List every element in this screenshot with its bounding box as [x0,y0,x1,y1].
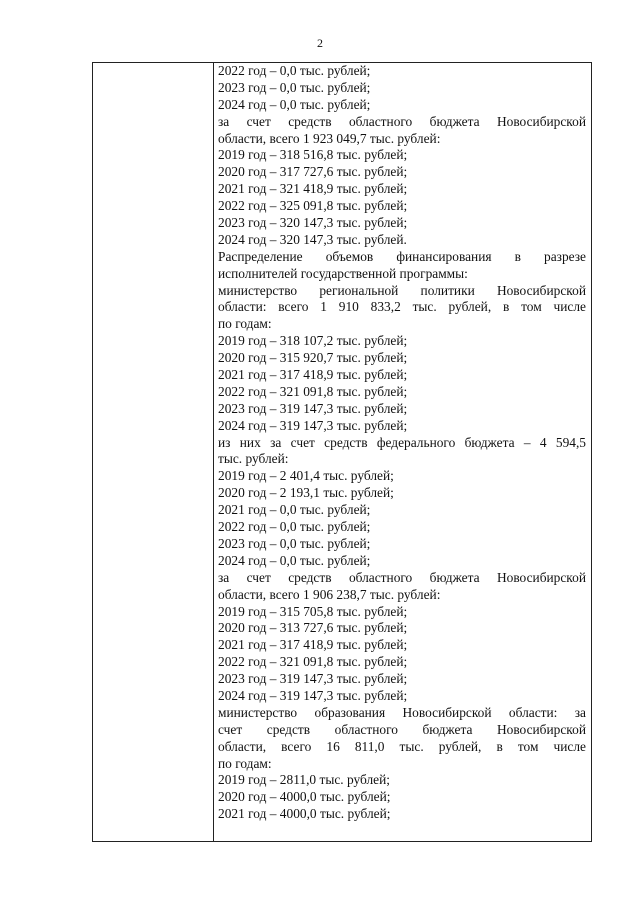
text-line: 2021 год – 317 418,9 тыс. рублей; [218,367,408,383]
text-line: 2024 год – 319 147,3 тыс. рублей; [218,417,408,433]
text-line: 2023 год – 0,0 тыс. рублей; [218,535,371,551]
text-line: 2023 год – 320 147,3 тыс. рублей; [218,215,408,231]
text-line: 2020 год – 313 727,6 тыс. рублей; [218,620,408,636]
text-line: 2020 год – 2 193,1 тыс. рублей; [218,485,394,501]
text-line: 2020 год – 317 727,6 тыс. рублей; [218,164,408,180]
text-line: 2020 год – 315 920,7 тыс. рублей; [218,350,408,366]
financing-table [92,62,592,842]
text-line: за счет средств областного бюджета Новосибирской [218,113,586,129]
text-line: тыс. рублей: [218,451,289,467]
text-line: области, всего 1 906 238,7 тыс. рублей: [218,586,441,602]
text-line: 2023 год – 0,0 тыс. рублей; [218,79,371,95]
text-line: исполнителей государственной программы: [218,265,468,281]
text-line: 2021 год – 317 418,9 тыс. рублей; [218,637,408,653]
text-line: 2024 год – 0,0 тыс. рублей; [218,96,371,112]
text-line: 2021 год – 321 418,9 тыс. рублей; [218,181,408,197]
text-line: за счет средств областного бюджета Новосибирской [218,569,586,585]
text-line: области, всего 16 811,0 тыс. рублей, в том числе [218,738,586,754]
text-line: министерство региональной политики Новосибирской [218,282,586,298]
text-line: 2024 год – 319 147,3 тыс. рублей; [218,687,408,703]
text-line: 2019 год – 2 401,4 тыс. рублей; [218,468,394,484]
text-line: 2022 год – 325 091,8 тыс. рублей; [218,198,408,214]
text-line: министерство образования Новосибирской области: за [218,704,586,720]
table-right-cell [214,63,591,841]
text-line: счет средств областного бюджета Новосибирской [218,721,586,737]
text-line: области: всего 1 910 833,2 тыс. рублей, в том числе [218,299,586,315]
text-line: 2023 год – 319 147,3 тыс. рублей; [218,671,408,687]
text-line: 2024 год – 0,0 тыс. рублей; [218,552,371,568]
text-line: 2019 год – 315 705,8 тыс. рублей; [218,603,408,619]
page-number: 2 [317,36,323,50]
text-line: 2024 год – 320 147,3 тыс. рублей. [218,231,407,247]
text-line: 2022 год – 321 091,8 тыс. рублей; [218,383,408,399]
text-line: 2020 год – 4000,0 тыс. рублей; [218,789,391,805]
text-line: 2022 год – 0,0 тыс. рублей; [218,519,371,535]
text-line: 2019 год – 318 107,2 тыс. рублей; [218,333,408,349]
text-line: из них за счет средств федерального бюджета – 4 594,5 [218,434,586,450]
text-line: 2019 год – 2811,0 тыс. рублей; [218,772,390,788]
text-line: 2021 год – 0,0 тыс. рублей; [218,502,371,518]
text-line: 2022 год – 321 091,8 тыс. рублей; [218,654,408,670]
text-line: 2022 год – 0,0 тыс. рублей; [218,63,371,78]
table-left-cell [93,63,214,841]
text-line: 2023 год – 319 147,3 тыс. рублей; [218,400,408,416]
text-line: по годам: [218,316,272,332]
text-line: Распределение объемов финансирования в разрезе [218,248,586,264]
text-line: 2021 год – 4000,0 тыс. рублей; [218,806,391,822]
text-line: по годам: [218,755,272,771]
text-line: области, всего 1 923 049,7 тыс. рублей: [218,130,441,146]
text-line: 2019 год – 318 516,8 тыс. рублей; [218,147,408,163]
